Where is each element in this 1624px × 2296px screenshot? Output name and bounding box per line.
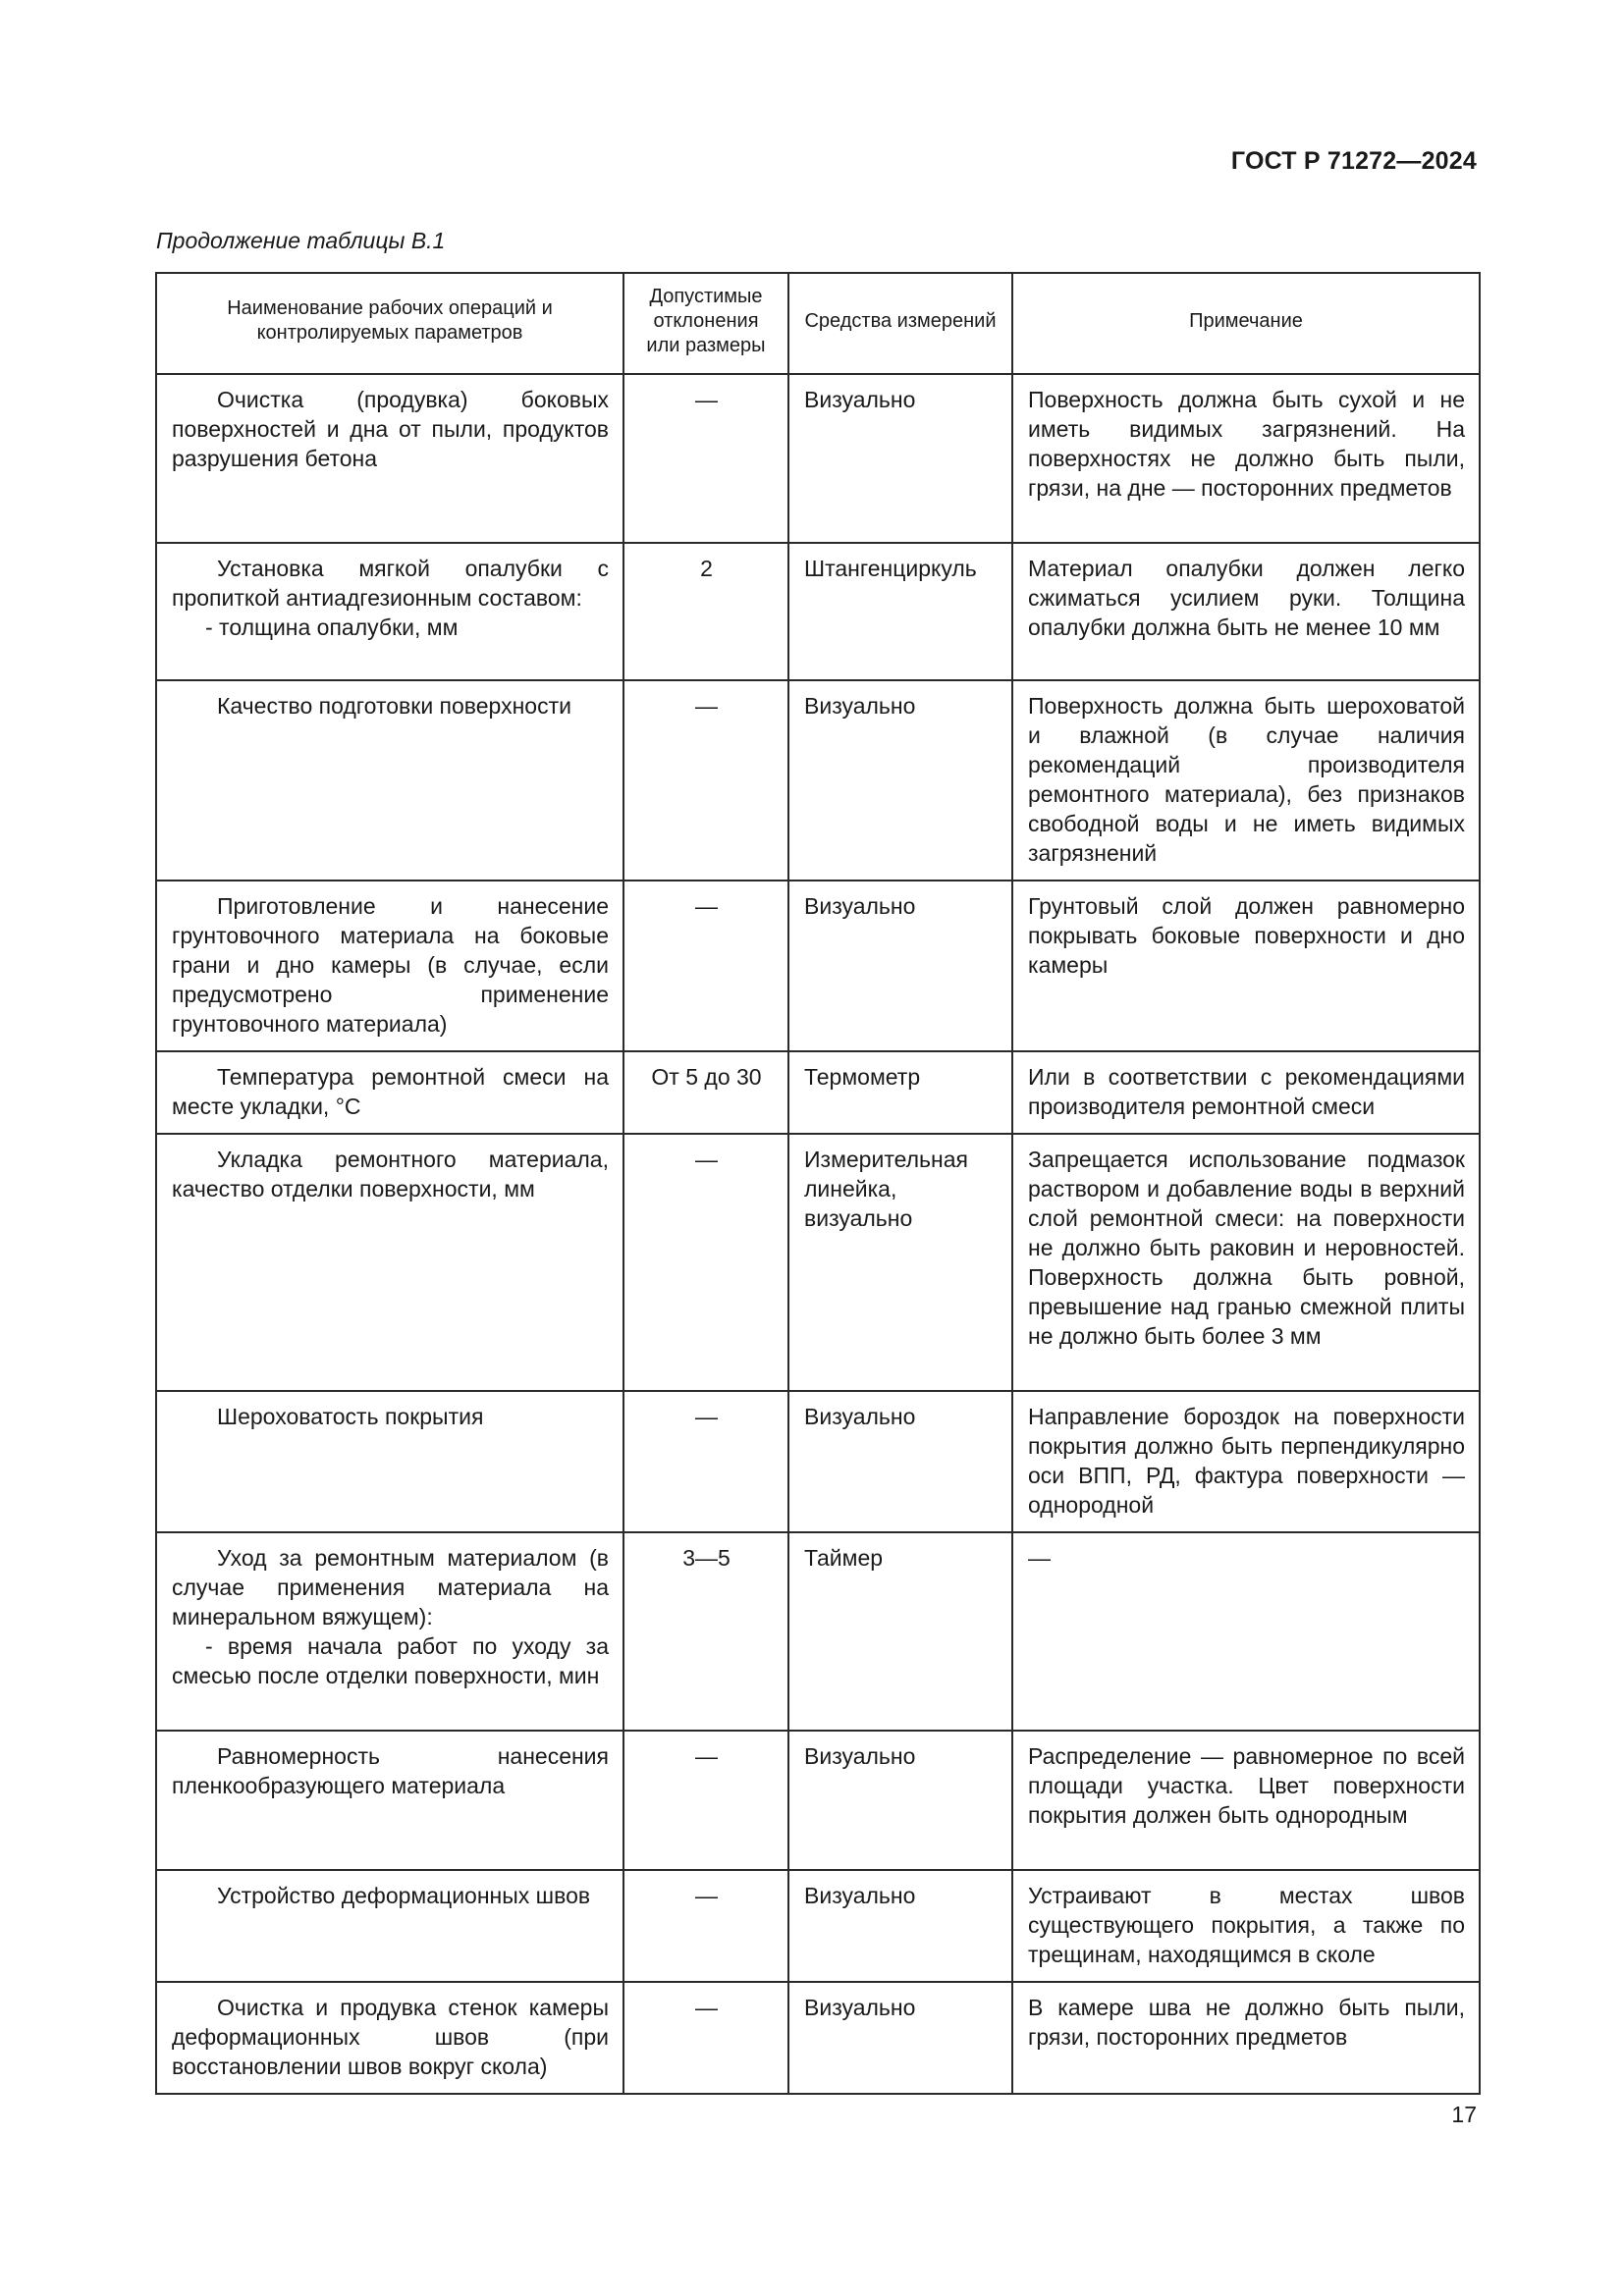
cell-instrument: Таймер (788, 1532, 1012, 1731)
operation-text: Шероховатость покрытия (217, 1404, 484, 1429)
cell-instrument: Визуально (788, 680, 1012, 881)
operation-text: Равномерность нанесения пленкообразующего материала (172, 1743, 609, 1798)
header-deviations: Допустимые отклонения или размеры (623, 273, 788, 368)
table-row (156, 1870, 1480, 1982)
cell-note: В камере шва не должно быть пыли, грязи, посторонних предметов (1012, 1982, 1480, 2094)
operation-text: Приготовление и нанесение грунтовочного материала на боковые грани и дно камеры (в случае, если предусмотрено применение грунтовочного материала) (172, 893, 609, 1037)
table-row (156, 1982, 1480, 2094)
specification-table (155, 272, 1481, 2095)
table-row (156, 680, 1480, 881)
table-row (156, 543, 1480, 680)
cell-deviation: — (623, 1134, 788, 1391)
table-body (156, 374, 1480, 2094)
cell-operation (156, 1982, 623, 2094)
cell-instrument: Визуально (788, 881, 1012, 1051)
table-row (156, 1051, 1480, 1134)
cell-operation (156, 1134, 623, 1391)
cell-note: Направление бороздок на поверхности покрытия должно быть перпендикулярно оси ВПП, РД, фактура поверхности — однородной (1012, 1391, 1480, 1532)
cell-instrument: Визуально (788, 1982, 1012, 2094)
cell-note: — (1012, 1532, 1480, 1731)
table-row (156, 1532, 1480, 1731)
page-number: 17 (1451, 2102, 1477, 2127)
cell-note: Распределение — равномерное по всей площади участка. Цвет поверхности покрытия должен быть однородным (1012, 1731, 1480, 1870)
cell-note: Материал опалубки должен легко сжиматься усилием руки. Толщина опалубки должна быть не менее 10 мм (1012, 543, 1480, 680)
cell-note: Поверхность должна быть сухой и не иметь видимых загрязнений. На поверхностях не должно быть пыли, грязи, на дне — посторонних предметов (1012, 374, 1480, 543)
cell-operation (156, 374, 623, 543)
cell-instrument: Визуально (788, 1870, 1012, 1982)
operation-text: Очистка (продувка) боковых поверхностей и дна от пыли, продуктов разрушения бетона (172, 387, 609, 471)
cell-deviation: От 5 до 30 (623, 1051, 788, 1134)
document-code: ГОСТ Р 71272—2024 (1230, 147, 1477, 175)
cell-operation (156, 1731, 623, 1870)
operation-text: Установка мягкой опалубки с пропиткой антиадгезионным составом: (172, 556, 609, 611)
header-note: Примечание (1012, 273, 1480, 368)
operation-text: Очистка и продувка стенок камеры деформационных швов (при восстановлении швов вокруг скола) (172, 1995, 609, 2079)
operation-text: Устройство деформационных швов (217, 1883, 591, 1908)
cell-instrument: Термометр (788, 1051, 1012, 1134)
cell-note: Или в соответствии с рекомендациями производителя ремонтной смеси (1012, 1051, 1480, 1134)
operation-text: Уход за ремонтным материалом (в случае применения материала на минеральном вяжущем): (172, 1545, 609, 1629)
cell-instrument: Визуально (788, 1391, 1012, 1532)
cell-deviation: — (623, 1731, 788, 1870)
cell-deviation: — (623, 881, 788, 1051)
cell-operation (156, 543, 623, 680)
table-header-row (156, 273, 1480, 368)
cell-deviation: — (623, 374, 788, 543)
cell-operation (156, 1870, 623, 1982)
cell-operation (156, 1391, 623, 1532)
header-operations: Наименование рабочих операций и контролируемых параметров (156, 273, 623, 368)
cell-deviation: 3—5 (623, 1532, 788, 1731)
cell-note: Запрещается использование подмазок раствором и добавление воды в верхний слой ремонтной смеси: на поверхности не должно быть раковин и неровностей. Поверхность должна быть ровной, превышение над гранью смежной плиты не должно быть более 3 мм (1012, 1134, 1480, 1391)
header-instruments: Средства измерений (788, 273, 1012, 368)
operation-subparameter: - время начала работ по уходу за смесью после отделки поверхности, мин (172, 1633, 609, 1688)
cell-instrument: Визуально (788, 1731, 1012, 1870)
cell-instrument: Визуально (788, 374, 1012, 543)
table-row (156, 881, 1480, 1051)
cell-deviation: — (623, 1982, 788, 2094)
table-row (156, 1391, 1480, 1532)
table-row (156, 1134, 1480, 1391)
cell-operation (156, 1051, 623, 1134)
cell-deviation: — (623, 680, 788, 881)
table-caption: Продолжение таблицы В.1 (156, 228, 446, 253)
cell-operation (156, 680, 623, 881)
cell-deviation: 2 (623, 543, 788, 680)
operation-text: Укладка ремонтного материала, качество отделки поверхности, мм (172, 1147, 609, 1201)
cell-note: Поверхность должна быть шероховатой и влажной (в случае наличия рекомендаций производителя ремонтного материала), без признаков свободной воды и не иметь видимых загрязнений (1012, 680, 1480, 881)
cell-operation (156, 1532, 623, 1731)
cell-note: Грунтовый слой должен равномерно покрывать боковые поверхности и дно камеры (1012, 881, 1480, 1051)
cell-note: Устраивают в местах швов существующего покрытия, а также по трещинам, находящимся в сколе (1012, 1870, 1480, 1982)
cell-instrument: Штангенциркуль (788, 543, 1012, 680)
operation-text: Температура ремонтной смеси на месте укладки, °С (172, 1064, 609, 1119)
cell-deviation: — (623, 1391, 788, 1532)
cell-deviation: — (623, 1870, 788, 1982)
table-row (156, 374, 1480, 543)
operation-subparameter: - толщина опалубки, мм (205, 614, 459, 640)
cell-instrument: Измерительная линейка, визуально (788, 1134, 1012, 1391)
table-row (156, 1731, 1480, 1870)
operation-text: Качество подготовки поверхности (217, 693, 571, 719)
cell-operation (156, 881, 623, 1051)
